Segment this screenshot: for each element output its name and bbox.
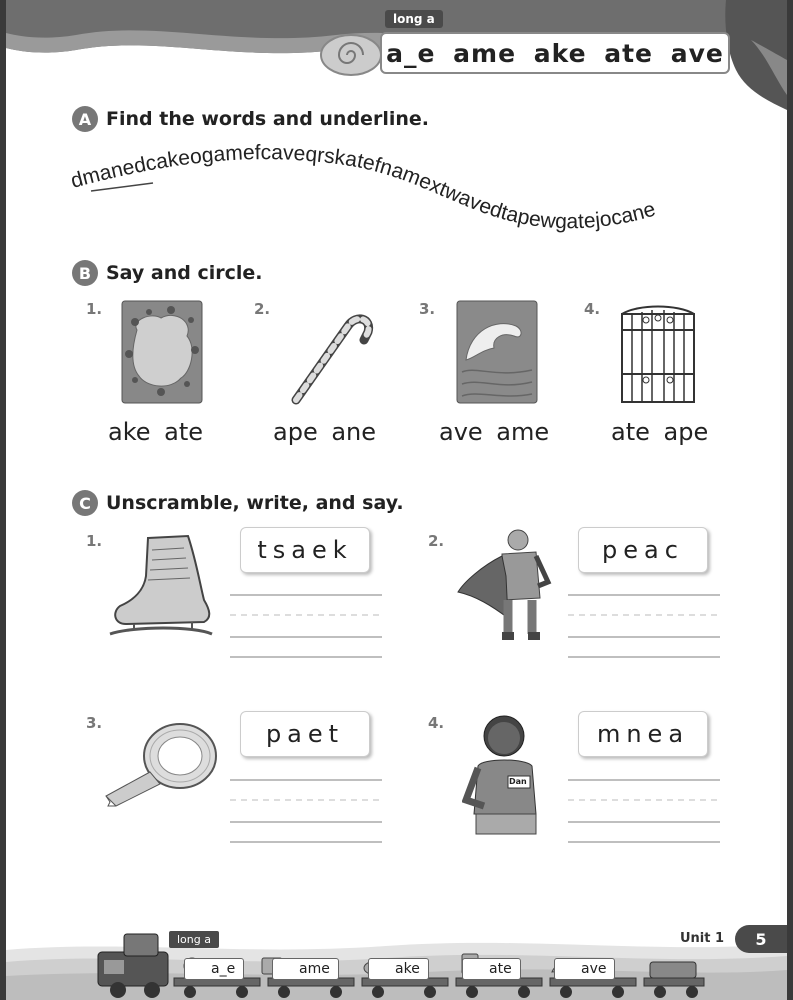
wave-picture [456,300,538,404]
train-car-label: ame [272,958,339,980]
choice-pair: ake ate [108,418,204,446]
footer-tag: long a [169,931,219,948]
tape-roll-picture [98,716,224,808]
section-c-badge: C [72,490,98,516]
train-car-label: ake [368,958,429,980]
page-number: 5 [735,925,787,953]
header-tag: long a [385,10,443,28]
letter-string: dmanedcakeogamefcaveqrskatefnamextwavedtapewgatejocane [68,141,659,234]
section-a-title: Find the words and underline. [106,108,429,130]
choice-pair: ate ape [611,418,709,446]
name-tag-text: Dan [509,777,527,786]
item-number: 2. [428,532,445,550]
footer-train-decoration [6,900,787,1000]
cape-hero-picture [452,526,556,646]
candy-cane-picture [284,304,374,408]
writing-lines[interactable] [230,778,382,844]
item-number: 1. [86,532,103,550]
train-car-label: a_e [184,958,244,980]
boy-with-name-tag-picture [462,710,552,840]
section-c-title: Unscramble, write, and say. [106,492,404,514]
svg-text:dmanedcakeogamefcaveqrskatefna [68,141,658,233]
item-number: 3. [86,714,103,732]
item-number: 1. [86,300,103,318]
scroll-icon [316,30,386,80]
scrambled-word-box: tsaek [240,527,370,573]
phonics-title-box [380,32,730,74]
item-number: 2. [254,300,271,318]
scrambled-word-box: paet [240,711,370,757]
section-c-header [72,490,404,516]
section-b-title: Say and circle. [106,262,263,284]
scrambled-word-box: mnea [578,711,708,757]
item-number: 4. [584,300,601,318]
scrambled-word-box: peac [578,527,708,573]
phonics-title: a_e ame ake ate ave [386,38,724,68]
worksheet-page [6,0,787,1000]
section-a-badge: A [72,106,98,132]
writing-lines[interactable] [230,593,382,659]
item-number: 3. [419,300,436,318]
item-number: 4. [428,714,445,732]
gate-picture [618,300,698,404]
writing-lines[interactable] [568,778,720,844]
writing-lines[interactable] [568,593,720,659]
section-a-header [72,106,429,132]
section-b-badge: B [72,260,98,286]
letter-string-puzzle [61,140,771,250]
unit-label: Unit 1 [680,931,725,946]
lake-picture [121,300,203,404]
section-b-header [72,260,263,286]
train-car-label: ave [554,958,615,980]
skate-picture [104,530,220,642]
choice-pair: ape ane [273,418,377,446]
choice-pair: ave ame [439,418,550,446]
train-car-label: ate [462,958,521,980]
